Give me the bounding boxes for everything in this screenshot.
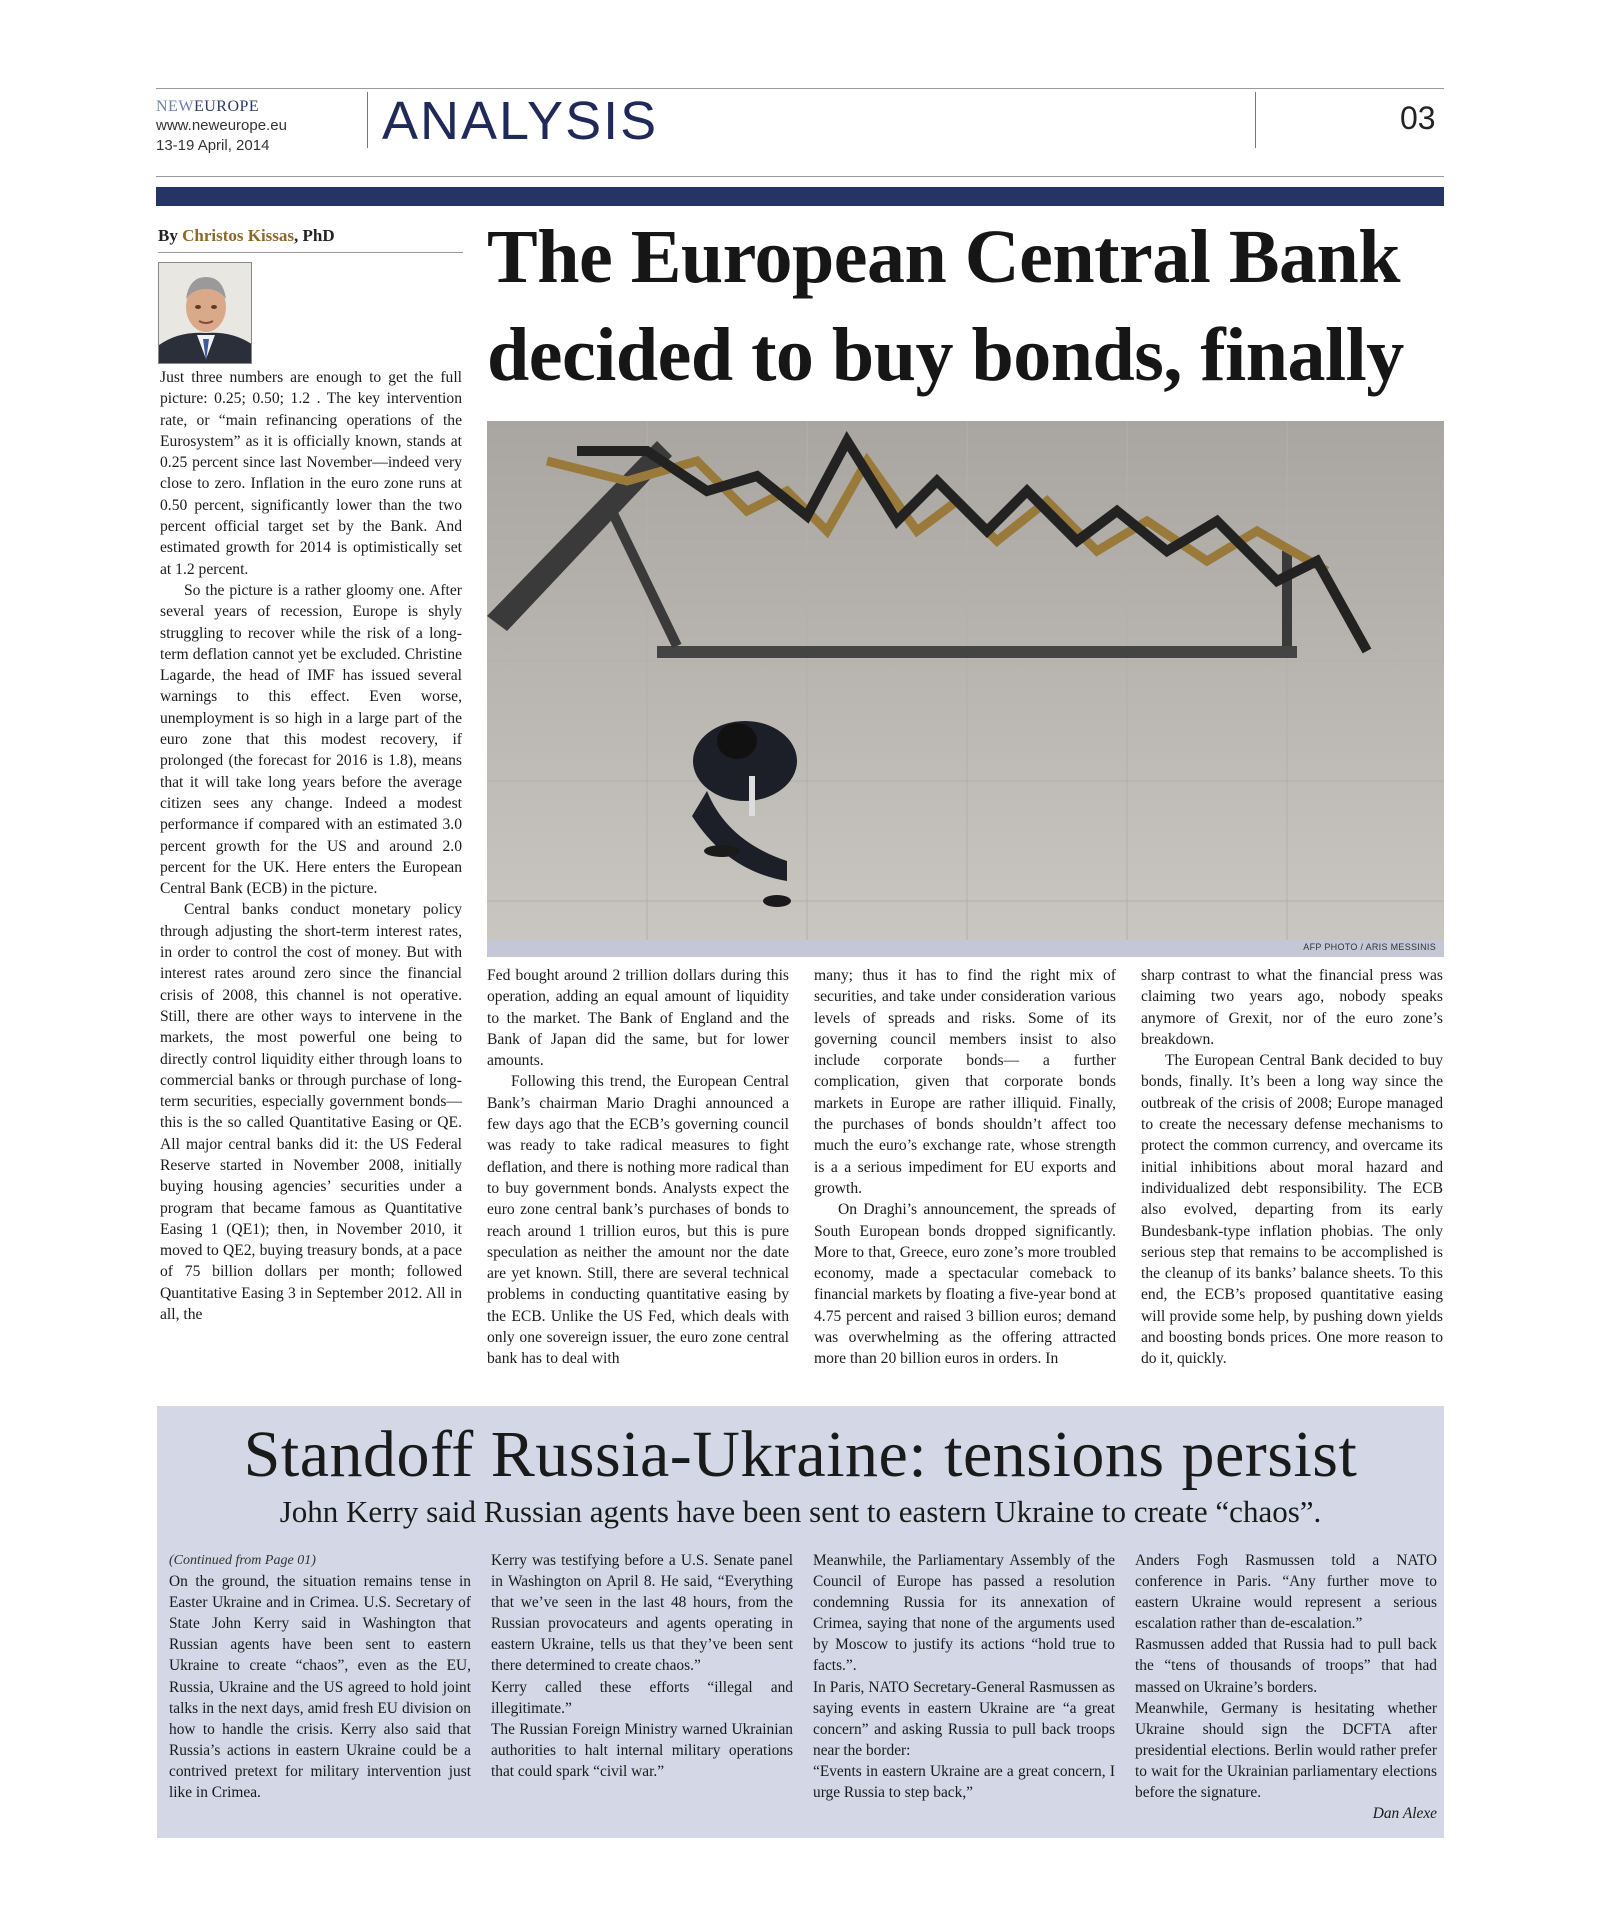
- issue-date: 13-19 April, 2014: [156, 137, 270, 154]
- photo-credit: AFP PHOTO / ARIS MESSINIS: [1303, 942, 1436, 952]
- paragraph: Just three numbers are enough to get the full picture: 0.25; 0.50; 1.2 . The key intervention rate, or “main refinancing operations of the Eurosystem” as it is officially known, stands at 0.25 percent since last November—indeed very close to zero. Inflation in the euro zone runs at 0.50 percent, significantly lower than the two percent official target set by the Bank. And estimated growth for 2014 is optimistically set at 1.2 percent.: [160, 369, 462, 578]
- paragraph: Following this trend, the European Central Bank’s chairman Mario Draghi announced a few days ago that the ECB’s governing council was ready to take radical measures to fight deflation, and there is nothing more radical than to buy government bonds. Analysts expect the euro zone central bank’s purchases of bonds to reach around 1 trillion euros, but this is pure speculation as neither the amount nor the date are yet known. Still, there are several technical problems in conducting quantitative easing by the ECB. Unlike the US Fed, which deals with only one sovereign issuer, the euro zone central bank has to deal with: [487, 1073, 789, 1368]
- author-name: Christos Kissas: [182, 226, 295, 245]
- paragraph: On the ground, the situation remains tense in Easter Ukraine and in Crimea. U.S. Secretary of State John Kerry said in Washington that Russian agents have been sent to eastern Ukraine to create “chaos”, even as the EU, Russia, Ukraine and the US agreed to hold joint talks in the next days, amid fresh EU division on how to handle the crisis. Kerry also said that Russia’s actions in eastern Ukraine could be a contrived pretext for military intervention just like in Crimea.: [169, 1573, 471, 1802]
- paragraph: Kerry called these efforts “illegal and illegitimate.”: [491, 1678, 793, 1717]
- author-portrait: [158, 262, 252, 364]
- article-column-3: [814, 965, 1116, 1370]
- paragraph: sharp contrast to what the financial press was claiming two years ago, nobody speaks anymore of Grexit, nor of the euro zone’s breakdown.: [1141, 967, 1443, 1048]
- standoff-column-4: [1135, 1550, 1437, 1824]
- byline-rule: [158, 252, 463, 253]
- masthead-brand-block: [156, 98, 356, 156]
- standoff-headline: Standoff Russia-Ukraine: tensions persist: [243, 1418, 1358, 1491]
- section-title: ANALYSIS: [382, 91, 659, 151]
- author-portrait-image: [159, 263, 252, 364]
- paragraph: The European Central Bank decided to buy bonds, finally. It’s been a long way since the outbreak of the crisis of 2008; Europe managed to create the necessary defense mechanisms to protect the common currency, and overcame its initial inhibitions about moral hazard and individualized debt responsibility. The ECB also evolved, departing from its early Bundesbank-type inflation phobias. The only serious step that remains to be accomplished is the cleanup of its banks’ balance sheets. To this end, the ECB’s proposed quantitative easing will provide some help, by pushing down yields and boosting bonds prices. One more reason to do it, quickly.: [1141, 1052, 1443, 1368]
- paragraph: Anders Fogh Rasmussen told a NATO conference in Paris. “Any further move to eastern Ukraine would represent a serious escalation rather than de-escalation.”: [1135, 1552, 1437, 1633]
- paragraph: In Paris, NATO Secretary-General Rasmussen as saying events in eastern Ukraine are “a great concern” and asking Russia to pull back troops near the border:: [813, 1678, 1115, 1759]
- standoff-subheadline: John Kerry said Russian agents have been sent to eastern Ukraine to create “chaos”.: [279, 1494, 1322, 1529]
- paragraph: Meanwhile, the Parliamentary Assembly of the Council of Europe has passed a resolution condemning Russia for its annexation of Crimea, saying that none of the arguments used by Moscow to justify its actions “hold true to facts.”.: [813, 1552, 1115, 1675]
- article-column-2: [487, 965, 789, 1370]
- standoff-column-1: [169, 1550, 471, 1803]
- continued-note: (Continued from Page 01): [169, 1553, 316, 1568]
- page-number: 03: [1400, 100, 1436, 136]
- masthead-top-rule: [156, 88, 1444, 89]
- paragraph: Central banks conduct monetary policy through adjusting the short-term interest rates, in order to control the cost of money. But with interest rates around zero since the financial crisis of 2008, this channel is not operative. Still, there are other ways to intervene in the markets, the most powerful one being to directly control liquidity either through loans to commercial banks or through purchase of long-term securities, especially government bonds—this is the so called Quantitative Easing or QE. All major central banks did it: the US Federal Reserve started in November 2008, initially buying housing agencies’ securities under a program that became famous as Quantitative Easing 1 (QE1); then, in November 2010, it moved to QE2, buying treasury bonds, at a pace of 75 billion dollars per month; followed Quantitative Easing 3 in September 2012. All in all, the: [160, 901, 462, 1324]
- section-color-bar: [156, 187, 1444, 206]
- paragraph: The Russian Foreign Ministry warned Ukrainian authorities to halt internal military operations that could spark “civil war.”: [491, 1720, 793, 1780]
- photo-credit-bar: [487, 940, 1444, 957]
- paragraph: Meanwhile, Germany is hesitating whether Ukraine should sign the DCFTA after presidential elections. Berlin would rather prefer to wait for the Ukrainian parliamentary elections before the signature.: [1135, 1699, 1437, 1802]
- masthead-bottom-rule: [156, 176, 1444, 177]
- brand-logo: NEWEUROPE: [156, 98, 260, 115]
- masthead-divider: [367, 92, 368, 148]
- byline: By Christos Kissas, PhD: [158, 226, 335, 245]
- masthead-divider: [1255, 92, 1256, 148]
- standoff-column-2: [491, 1550, 793, 1782]
- paragraph: many; thus it has to find the right mix of securities, and take under consideration various levels of spreads and risks. Some of its governing council members insist to also include corporate bonds— a further complication, given that corporate bonds markets in Europe are rather illiquid. Finally, the purchases of bonds shouldn’t affect too much the euro’s exchange rate, whose strength is a a serious impediment for EU exports and growth.: [814, 967, 1116, 1197]
- article-headline: The European Central Bank decided to buy bonds, finally: [487, 215, 1404, 397]
- paragraph: Kerry was testifying before a U.S. Senate panel in Washington on April 8. He said, “Everything that we’ve seen in the last 48 hours, from the Russian provocateurs and agents operating in eastern Ukraine, tells us that they’ve been sent there determined to create chaos.”: [491, 1552, 793, 1675]
- stock-chart-sculpture-photo: [487, 421, 1444, 940]
- brand-url: www.neweurope.eu: [156, 117, 287, 134]
- paragraph: So the picture is a rather gloomy one. After several years of recession, Europe is shyly struggling to recover while the risk of a long-term deflation cannot yet be excluded. Christine Lagarde, the head of IMF has issued several warnings to this effect. Even worse, unemployment is so high in a large part of the euro zone that this modest recovery, if prolonged (the forecast for 2016 is 1.8), means that it will take long years before the average citizen sees any change. Indeed a modest performance if compared with an estimated 3.0 percent growth for the US and around 2.0 percent for the UK. Here enters the European Central Bank (ECB) in the picture.: [160, 581, 462, 898]
- paragraph: “Events in eastern Ukraine are a great concern, I urge Russia to step back,”: [813, 1762, 1115, 1802]
- paragraph: Fed bought around 2 trillion dollars during this operation, adding an equal amount of liquidity to the market. The Bank of England and the Bank of Japan did the same, but for lower amounts.: [487, 967, 789, 1070]
- paragraph: On Draghi’s announcement, the spreads of South European bonds dropped significantly. More to that, Greece, euro zone’s more troubled economy, made a spectacular comeback to financial markets by floating a five-year bond at 4.75 percent and raised 3 billion euros; demand was overwhelming as the offering attracted more than 20 billion euros in orders. In: [814, 1201, 1116, 1368]
- standoff-article-box: [157, 1406, 1444, 1838]
- article-column-4: [1141, 965, 1443, 1370]
- paragraph: Rasmussen added that Russia had to pull back the “tens of thousands of troops” that had massed on Ukraine’s borders.: [1135, 1636, 1437, 1696]
- article-photo: [487, 421, 1444, 940]
- article-column-1: [160, 367, 462, 1325]
- article-signoff: Dan Alexe: [1372, 1805, 1437, 1823]
- standoff-column-3: [813, 1550, 1115, 1803]
